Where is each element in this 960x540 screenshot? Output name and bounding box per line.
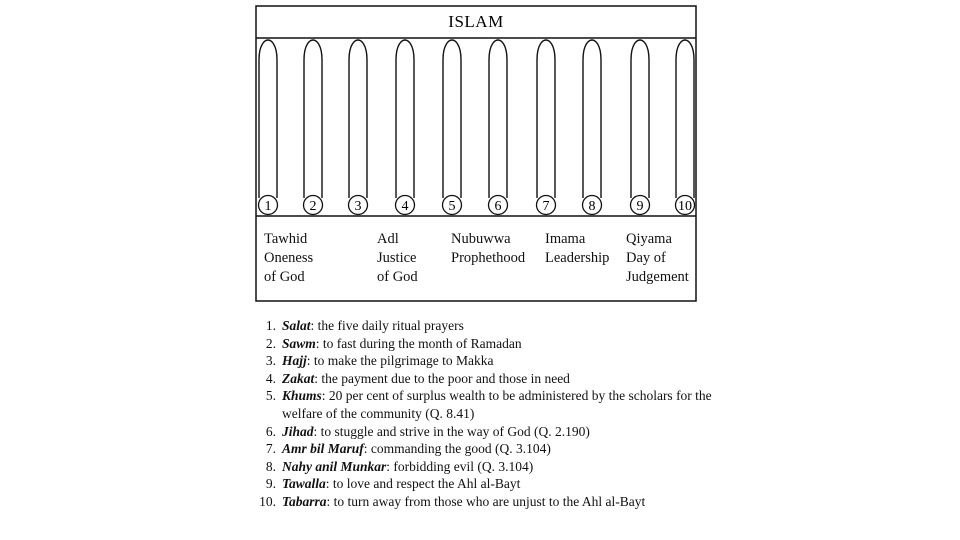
key-item — [252, 493, 712, 511]
principle-meaning-line: Justice — [377, 250, 417, 266]
key-description: : to love and respect the Ahl al-Bayt — [325, 476, 521, 492]
principle-tawhid — [264, 230, 313, 287]
pillar-8 — [583, 40, 601, 198]
principle-nubuwwa — [451, 230, 525, 268]
key-description: : forbidding evil (Q. 3.104) — [386, 458, 534, 474]
pillar-3 — [349, 40, 367, 198]
key-description: : to make the pilgrimage to Makka — [306, 353, 494, 369]
key-number: 1. — [265, 318, 276, 333]
key-term: Hajj — [282, 353, 307, 369]
principle-meaning-line: of God — [264, 269, 305, 285]
pillar-key-list — [252, 317, 712, 511]
principle-meaning-line: Oneness — [264, 250, 314, 266]
key-term: Tabarra — [282, 493, 327, 509]
key-term: Khums — [282, 388, 322, 404]
key-term: Tawalla — [282, 476, 326, 492]
pillars-group — [259, 40, 695, 215]
pillar-number-label: 10 — [678, 199, 692, 214]
principle-name: Adl — [377, 231, 399, 247]
key-number: 4. — [265, 370, 276, 386]
pillar-6 — [489, 40, 507, 198]
principle-imama — [545, 230, 609, 268]
principle-meaning-line: of God — [377, 269, 418, 285]
pillar-number-label: 1 — [264, 199, 272, 214]
pillar-number-label: 2 — [309, 199, 317, 214]
key-number: 2. — [265, 335, 276, 351]
principle-meaning-line: Prophethood — [451, 250, 526, 266]
pillar-2 — [304, 40, 322, 198]
key-term: Sawm — [282, 335, 316, 351]
key-item — [252, 475, 712, 493]
pillar-5 — [443, 40, 461, 198]
key-description: : commanding the good (Q. 3.104) — [363, 441, 551, 457]
key-item — [252, 423, 712, 441]
key-number: 9. — [265, 476, 276, 492]
principle-name: Nubuwwa — [451, 231, 511, 247]
pillar-number-label: 7 — [542, 199, 550, 214]
key-description: : the payment due to the poor and those in need — [314, 370, 570, 386]
pillar-number-label: 6 — [494, 199, 502, 214]
principle-meaning-line: Judgement — [626, 269, 689, 285]
key-item — [252, 370, 712, 388]
pillar-number-label: 9 — [636, 199, 644, 214]
key-number: 8. — [265, 458, 276, 474]
key-term: Jihad — [282, 423, 314, 439]
key-number: 10. — [259, 493, 276, 509]
principle-adl — [377, 230, 418, 287]
key-term: Zakat — [282, 370, 315, 386]
key-number: 6. — [265, 423, 276, 439]
pillar-number-label: 8 — [588, 199, 596, 214]
key-description: : 20 per cent of surplus wealth to be administered by the scholars for the welfare of the community (Q. 8.41) — [282, 388, 712, 421]
key-item — [252, 387, 712, 422]
principles-row — [0, 230, 960, 300]
pillar-4 — [396, 40, 414, 198]
key-number: 7. — [265, 441, 276, 457]
pillar-10 — [676, 40, 694, 198]
principle-name: Tawhid — [264, 231, 308, 247]
key-item — [252, 352, 712, 370]
principle-name: Imama — [545, 231, 586, 247]
principle-meaning-line: Leadership — [545, 250, 610, 266]
key-term: Amr bil Maruf — [282, 441, 364, 457]
key-item — [252, 317, 712, 335]
pillar-number-label: 5 — [448, 199, 456, 214]
key-description: : the five daily ritual prayers — [310, 318, 464, 333]
pillar-9 — [631, 40, 649, 198]
key-description: : to stuggle and strive in the way of God (Q. 2.190) — [313, 423, 590, 439]
pillar-7 — [537, 40, 555, 198]
pillar-number-label: 3 — [354, 199, 362, 214]
pillar-number-label: 4 — [401, 199, 409, 214]
roof-title: ISLAM — [448, 12, 504, 31]
principle-meaning-line: Day of — [626, 250, 666, 266]
key-term: Nahy anil Munkar — [282, 458, 387, 474]
key-number: 5. — [265, 388, 276, 404]
principle-name: Qiyama — [626, 231, 672, 247]
key-description: : to turn away from those who are unjust to the Ahl al-Bayt — [326, 493, 646, 509]
key-item — [252, 335, 712, 353]
key-item — [252, 458, 712, 476]
key-item — [252, 440, 712, 458]
pillar-1 — [259, 40, 277, 198]
principle-qiyama — [626, 230, 689, 287]
key-number: 3. — [265, 353, 276, 369]
key-description: : to fast during the month of Ramadan — [315, 335, 522, 351]
key-term: Salat — [282, 318, 311, 333]
